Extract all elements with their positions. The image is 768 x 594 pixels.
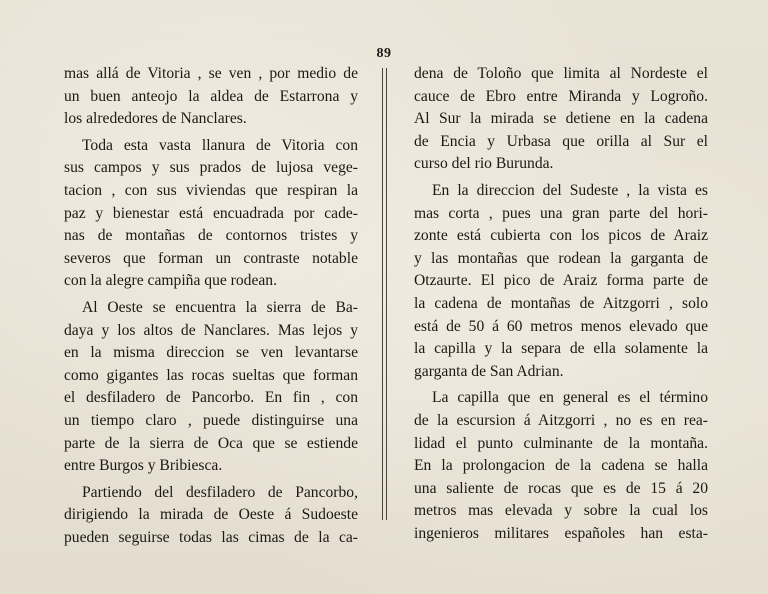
text-line: mas corta , pues una gran parte del hori- [414, 204, 708, 222]
text-line: Partiendo del desfiladero de Pancorbo, [82, 483, 358, 501]
text-line: una saliente de rocas que es de 15 á 20 [414, 479, 708, 497]
text-line: zonte está cubierta con los picos de Araiz [414, 227, 708, 245]
text-line: de Encia y Urbasa que orilla al Sur el [414, 132, 708, 150]
column-divider-rule [386, 68, 387, 520]
text-line: En la direccion del Sudeste , la vista es [432, 181, 708, 199]
text-line: severos que forman un contraste notable [64, 249, 358, 267]
text-line: daya y los altos de Nanclares. Mas lejos y [64, 321, 358, 339]
text-line: parte de la sierra de Oca que se estiende [64, 434, 358, 452]
text-line: lidad el punto culminante de la montaña. [414, 434, 708, 452]
text-line: paz y bienestar está encuadrada por cade- [64, 204, 358, 222]
text-line: dirigiendo la mirada de Oeste á Sudoeste [64, 506, 358, 524]
text-line: de la escursion á Aitzgorri , no es en rea- [414, 411, 708, 429]
text-line: Toda esta vasta llanura de Vitoria con [82, 136, 358, 154]
text-line: garganta de San Adrian. [414, 362, 564, 380]
text-line: En la prolongacion de la cadena se halla [414, 457, 708, 475]
text-line: tacion , con sus viviendas que respiran la [64, 181, 358, 199]
text-line: nas de montañas de contornos tristes y [64, 227, 358, 245]
text-line: Al Oeste se encuentra la sierra de Ba- [82, 298, 358, 316]
text-line: la cadena de montañas de Aitzgorri , solo [414, 294, 708, 312]
text-line: La capilla que en general es el término [432, 389, 708, 407]
text-line: y las montañas que rodean la garganta de [414, 249, 708, 267]
text-line: en la misma direccion se ven levantarse [64, 344, 358, 362]
text-line: un tiempo claro , puede distinguirse una [64, 411, 358, 429]
column-divider-rule [382, 68, 383, 520]
right-text-column [414, 63, 708, 545]
text-line: entre Burgos y Bribiesca. [64, 457, 223, 475]
text-line: está de 50 á 60 metros menos elevado que [414, 317, 708, 335]
text-line: ingenieros militares españoles han esta- [414, 524, 708, 542]
text-line: un buen anteojo la aldea de Estarrona y [64, 87, 358, 105]
text-line: pueden seguirse todas las cimas de la ca- [64, 528, 358, 546]
text-line: como gigantes las rocas sueltas que forman [64, 366, 358, 384]
text-line: el desfiladero de Pancorbo. En fin , con [64, 389, 358, 407]
text-line: mas allá de Vitoria , se ven , por medio de [64, 65, 358, 82]
text-line: los alrededores de Nanclares. [64, 110, 247, 128]
text-line: con la alegre campiña que rodean. [64, 272, 278, 290]
text-line: Otzaurte. El pico de Araiz forma parte de [414, 272, 708, 290]
text-line: Al Sur la mirada se detiene en la cadena [414, 110, 708, 128]
text-line: metros mas elevada y sobre la cual los [414, 502, 708, 520]
left-text-column [64, 63, 358, 549]
text-line: la capilla y la separa de ella solamente la [414, 340, 708, 358]
text-line: curso del rio Burunda. [414, 155, 554, 173]
text-line: sus campos y sus prados de lujosa vege- [64, 159, 358, 177]
text-line: cauce de Ebro entre Miranda y Logroño. [414, 87, 708, 105]
text-line: dena de Toloño que limita al Nordeste el [414, 65, 708, 82]
page-number: 89 [376, 46, 392, 61]
